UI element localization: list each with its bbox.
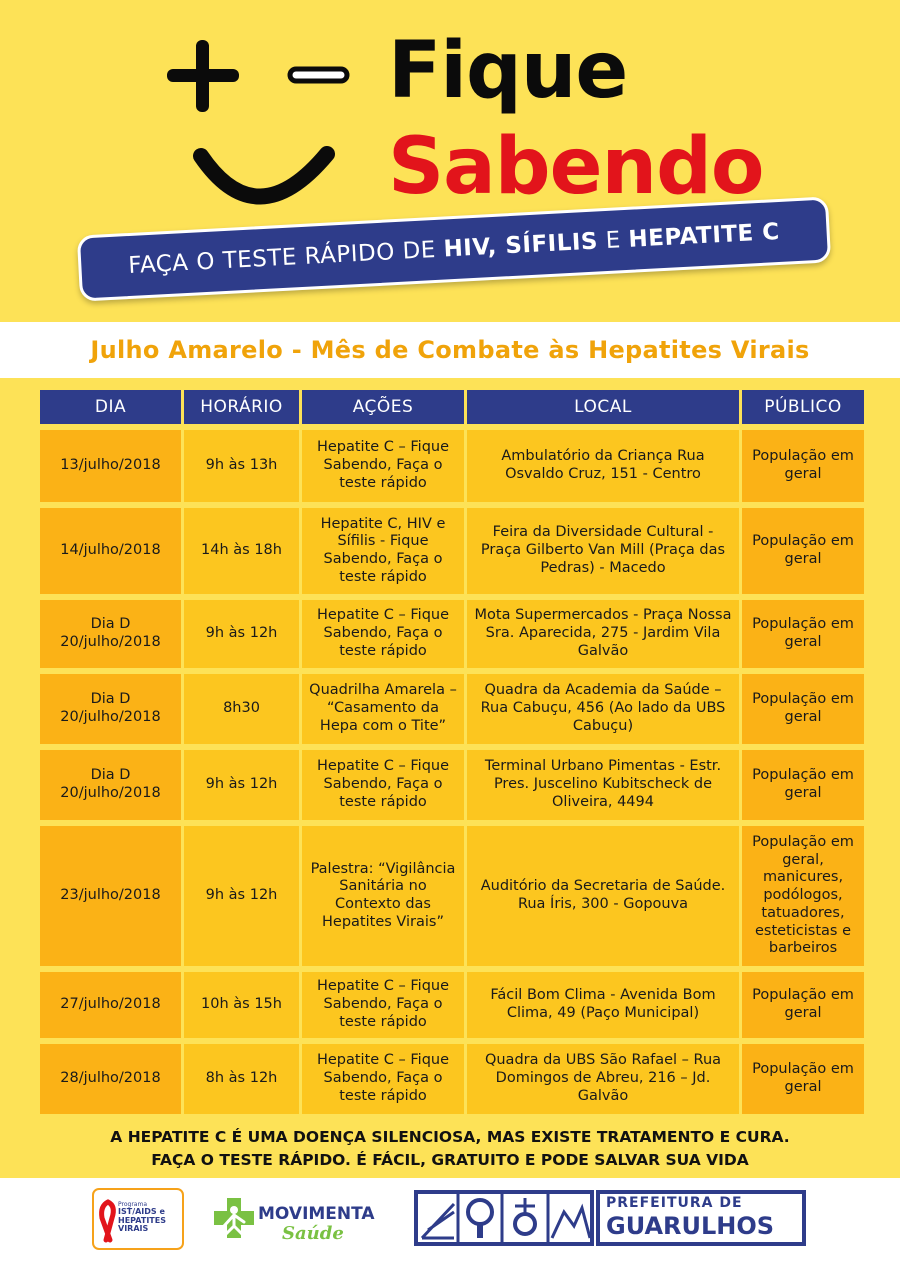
cell-publico: População em geral <box>742 972 864 1038</box>
banner-hiv-sifilis: HIV, SÍFILIS <box>442 228 599 263</box>
cell-acoes: Hepatite C – Fique Sabendo, Faça o teste rápido <box>302 1044 464 1114</box>
cell-dia: 14/julho/2018 <box>40 508 181 594</box>
prefeitura-guarulhos-logo <box>414 1190 806 1246</box>
cell-dia: Dia D 20/julho/2018 <box>40 600 181 668</box>
prefeitura-main: GUARULHOS <box>606 1212 775 1240</box>
cell-horario: 9h às 12h <box>184 750 299 820</box>
cell-acoes: Hepatite C – Fique Sabendo, Faça o teste rápido <box>302 972 464 1038</box>
cell-acoes: Palestra: “Vigilância Sanitária no Contexto das Hepatites Virais” <box>302 826 464 966</box>
subtitle: Julho Amarelo - Mês de Combate às Hepatites Virais <box>90 336 810 364</box>
cell-dia: 23/julho/2018 <box>40 826 181 966</box>
plus-icon <box>167 40 239 112</box>
banner-and: E <box>597 226 630 255</box>
cell-acoes: Hepatite C, HIV e Sífilis - Fique Sabendo, Faça o teste rápido <box>302 508 464 594</box>
program-line-2: IST/AIDS e <box>118 1207 165 1217</box>
banner-text <box>128 219 781 279</box>
program-line-3: HEPATITES <box>118 1215 166 1225</box>
header-horario: HORÁRIO <box>184 390 299 424</box>
banner-prefix: FAÇA O TESTE RÁPIDO DE <box>127 236 445 280</box>
cell-horario: 10h às 15h <box>184 972 299 1038</box>
logo-band <box>0 1178 900 1272</box>
cell-horario: 8h às 12h <box>184 1044 299 1114</box>
cell-publico: População em geral <box>742 750 864 820</box>
minus-icon <box>290 69 347 81</box>
cell-horario: 9h às 13h <box>184 430 299 502</box>
cell-dia: Dia D 20/julho/2018 <box>40 750 181 820</box>
cell-publico: População em geral <box>742 430 864 502</box>
subtitle-band <box>0 322 900 378</box>
header-local: LOCAL <box>467 390 739 424</box>
cell-acoes: Quadrilha Amarela – “Casamento da Hepa com o Tite” <box>302 674 464 744</box>
program-line-4: VIRAIS <box>118 1224 149 1234</box>
health-cross-icon <box>212 1196 256 1240</box>
movimenta-title: MOVIMENTA <box>258 1204 375 1224</box>
banner-hepatite: HEPATITE C <box>627 218 781 253</box>
movimenta-saude-logo <box>212 1190 382 1254</box>
cell-publico: População em geral <box>742 1044 864 1114</box>
cell-local: Terminal Urbano Pimentas - Estr. Pres. Juscelino Kubitscheck de Oliveira, 4494 <box>467 750 739 820</box>
cell-acoes: Hepatite C – Fique Sabendo, Faça o teste rápido <box>302 430 464 502</box>
cell-local: Mota Supermercados - Praça Nossa Sra. Aparecida, 275 - Jardim Vila Galvão <box>467 600 739 668</box>
movimenta-subtitle: Saúde <box>282 1223 344 1244</box>
cell-local: Ambulatório da Criança Rua Osvaldo Cruz, 151 - Centro <box>467 430 739 502</box>
ist-aids-program-logo <box>92 1188 184 1250</box>
cell-dia: 27/julho/2018 <box>40 972 181 1038</box>
schedule-table <box>40 390 864 1114</box>
cell-local: Quadra da Academia da Saúde – Rua Cabuçu, 456 (Ao lado da UBS Cabuçu) <box>467 674 739 744</box>
cell-horario: 14h às 18h <box>184 508 299 594</box>
footer-message <box>0 1126 900 1173</box>
cell-publico: População em geral <box>742 508 864 594</box>
prefeitura-top: PREFEITURA DE <box>606 1195 743 1211</box>
city-emblems-icon <box>414 1190 594 1246</box>
cell-local: Quadra da UBS São Rafael – Rua Domingos de Abreu, 216 – Jd. Galvão <box>467 1044 739 1114</box>
program-logo-text <box>118 1202 166 1233</box>
cell-horario: 9h às 12h <box>184 826 299 966</box>
cell-publico: População em geral, manicures, podólogos, tatuadores, esteticistas e barbeiros <box>742 826 864 966</box>
smile-icon <box>201 154 327 197</box>
cell-publico: População em geral <box>742 674 864 744</box>
cell-acoes: Hepatite C – Fique Sabendo, Faça o teste rápido <box>302 600 464 668</box>
header-dia: DIA <box>40 390 181 424</box>
title-sabendo: Sabendo <box>388 122 764 212</box>
cell-horario: 8h30 <box>184 674 299 744</box>
header-acoes: AÇÕES <box>302 390 464 424</box>
cell-dia: Dia D 20/julho/2018 <box>40 674 181 744</box>
test-banner <box>77 196 831 301</box>
header-publico: PÚBLICO <box>742 390 864 424</box>
cell-dia: 28/julho/2018 <box>40 1044 181 1114</box>
footer-line-2: FAÇA O TESTE RÁPIDO. É FÁCIL, GRATUITO E PODE SALVAR SUA VIDA <box>151 1151 749 1170</box>
cell-publico: População em geral <box>742 600 864 668</box>
cell-local: Auditório da Secretaria de Saúde. Rua Íris, 300 - Gopouva <box>467 826 739 966</box>
program-line-1: Programa <box>118 1201 147 1208</box>
cell-local: Fácil Bom Clima - Avenida Bom Clima, 49 (Paço Municipal) <box>467 972 739 1038</box>
cell-local: Feira da Diversidade Cultural - Praça Gilberto Van Mill (Praça das Pedras) - Macedo <box>467 508 739 594</box>
smiley-logo-icon <box>165 38 350 208</box>
cell-horario: 9h às 12h <box>184 600 299 668</box>
footer-line-1: A HEPATITE C É UMA DOENÇA SILENCIOSA, MAS EXISTE TRATAMENTO E CURA. <box>110 1128 790 1146</box>
cell-acoes: Hepatite C – Fique Sabendo, Faça o teste rápido <box>302 750 464 820</box>
cell-dia: 13/julho/2018 <box>40 430 181 502</box>
title-fique: Fique <box>388 26 628 116</box>
